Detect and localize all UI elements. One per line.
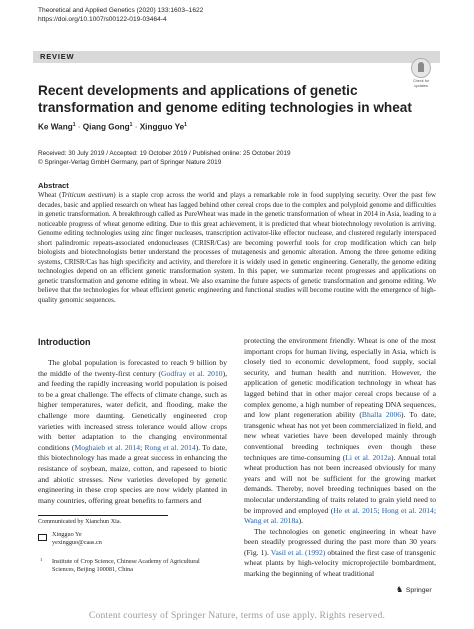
introduction-heading: Introduction: [38, 337, 91, 347]
article-title: Recent developments and applications of genetic transformation and genome editing technologies in wheat: [38, 83, 412, 115]
article-type-bar: [33, 51, 440, 63]
paragraph: The global population is forecasted to reach 9 billion by the middle of the twenty-first century (Godfray et al. 2010), and feeding the rapidly increasing world population is poised to be a great challenge. The effects of climate change, such as higher temperatures, water deficit, and flooding, make the challenge more daunting. Genetically engineered crop varieties with increased stress tolerance would allow crops with better adaptation to the changing environmental conditions (Moghaieb et al. 2014; Rong et al. 2014). To date, this biotechnology has made a great success in enhancing the resistance of soybean, maize, cotton, and rapeseed to biotic and abiotic stresses. New varieties developed by genetic engineering in these crop species are now widely planted in many countries, offering great benefits to farmers and: [38, 358, 228, 505]
contact-name: Xingguo Ye: [52, 531, 82, 538]
journal-header: [38, 6, 203, 24]
author-list: Ke Wang$^1$ · Qiang Gong$^1$ · Xingguo Ye$^1$: [38, 122, 187, 132]
body-column-right: [244, 336, 436, 580]
citation-link[interactable]: Wang et al. 2018a: [244, 516, 299, 526]
citation-link[interactable]: He et al. 2015: [333, 505, 378, 515]
abstract-text: Wheat (Triticum aestivum) is a staple crop across the world and plays a remarkable role in food supplying security. Over the past few decades, basic and applied research on wheat has lagged behind other cereal crops due to the complex and polyploid genome and difficulties in genetic transformation. A breakthrough called as PureWheat was made in the genetic transformation of wheat in 2014 in Asia, leading to a noticeable progress of wheat genome editing. Due to this great achievement, it is predicted that wheat biotechnology revolution is arriving. Genome editing technologies using zinc finger nucleases, transcription activator-like effector nuclease, and clustered regularly interspaced short palindromic repeats-associated endonucleases (CRISR/Cas) are becoming powerful tools for crop modification which can help biologists and biotechnologists better understand the processes of mutagenesis and genomic alteration. Among the three genome editing systems, CRISR/Cas has high specificity and activity, and therefore it is widely used in genetic engineering. Generally, the genome editing technologies depend on an efficient genetic transformation system. In this paper, we summarize recent progresses and applications on genetic transformation and genome editing in wheat. We also examine the future aspects of genetic transformation and genome editing. We believe that the technologies for wheat efficient genetic engineering and functional studies will become routine with the emergence of high-quality genomic sequences.: [38, 191, 437, 305]
author-name[interactable]: Xingguo Ye: [139, 122, 185, 132]
citation-link[interactable]: Rong et al. 2014: [144, 442, 196, 452]
affiliation: Institute of Crop Science, Chinese Academy of Agricultural Sciences, Beijing 100081, China: [52, 558, 200, 573]
journal-citation: Theoretical and Applied Genetics (2020) 133:1603–1622: [38, 7, 204, 14]
contact-email[interactable]: yexingguo@caas.cn: [52, 539, 102, 546]
history-dates: Received: 30 July 2019 / Accepted: 19 October 2019 / Published online: 25 October 2019: [38, 150, 291, 157]
citation-link[interactable]: Hong et al. 2014: [381, 505, 434, 515]
citation-link[interactable]: Bhalla 2006: [361, 410, 402, 420]
crossmark-icon: [411, 58, 431, 78]
citation-link[interactable]: Moghaieb et al. 2014: [74, 442, 141, 452]
springer-horse-icon: ♞: [396, 585, 404, 594]
article-type-label: REVIEW: [40, 52, 75, 61]
citation-link[interactable]: Godfray et al. 2010: [161, 368, 223, 378]
body-column-left: [38, 358, 227, 506]
check-for-updates-text: Check for updates: [412, 79, 430, 88]
affiliation-number: 1: [40, 557, 43, 562]
copyright-line: © Springer-Verlag GmbH Germany, part of Springer Nature 2019: [38, 159, 222, 166]
corresponding-author: [52, 531, 102, 547]
communicated-by: Communicated by Xianchun Xia.: [38, 518, 122, 525]
publication-dates: [38, 149, 291, 167]
paragraph: protecting the environment friendly. Wheat is one of the most important crops for human living, especially in Asia, which is closely tied to economic development, food supply, social security, and human health and nutrition. However, the application of genetic modification technology in wheat has lagged behind that in other major cereal crops because of a complex genome, a high number of repeating DNA sequences, and low plant regeneration ability (Bhalla 2006). To date, transgenic wheat has not yet been commercialized in field, and new wheat varieties have been developed mainly through conventional breeding techniques even though these techniques are time-consuming (Li et al. 2012a). Annual total wheat production has not been increased obviously for many years and will not be sufficient for the growing market demands. Thereby, novel breeding techniques based on the molecular understanding of traits related to grain yield need to be improved and employed (He et al. 2015; Hong et al. 2014; Wang et al. 2018a).: [244, 336, 436, 526]
citation-link[interactable]: Li et al. 2012a: [345, 452, 392, 462]
publisher-logo: [396, 586, 432, 594]
species-name: Triticum aestivum: [61, 191, 114, 199]
publisher-name: Springer: [405, 587, 432, 594]
paragraph: The technologies on genetic engineering in wheat have been steadily progressed during the past more than 30 years (Fig. 1). Vasil et al. (1992) obtained the first case of transgenic wheat plants by high-velocity microprojectile bombardment, marking the beginning of wheat traditional: [244, 526, 436, 579]
footnote-divider: [38, 515, 168, 516]
envelope-icon: [38, 534, 47, 541]
doi-link[interactable]: https://doi.org/10.1007/s00122-019-03464-4: [38, 16, 167, 23]
courtesy-notice: Content courtesy of Springer Nature, terms of use apply. Rights reserved.: [88, 610, 386, 621]
citation-link[interactable]: Vasil et al. (1992): [270, 547, 326, 557]
author-name[interactable]: Ke Wang: [38, 122, 73, 132]
author-name[interactable]: Qiang Gong: [82, 122, 130, 132]
abstract-heading: Abstract: [38, 181, 69, 190]
